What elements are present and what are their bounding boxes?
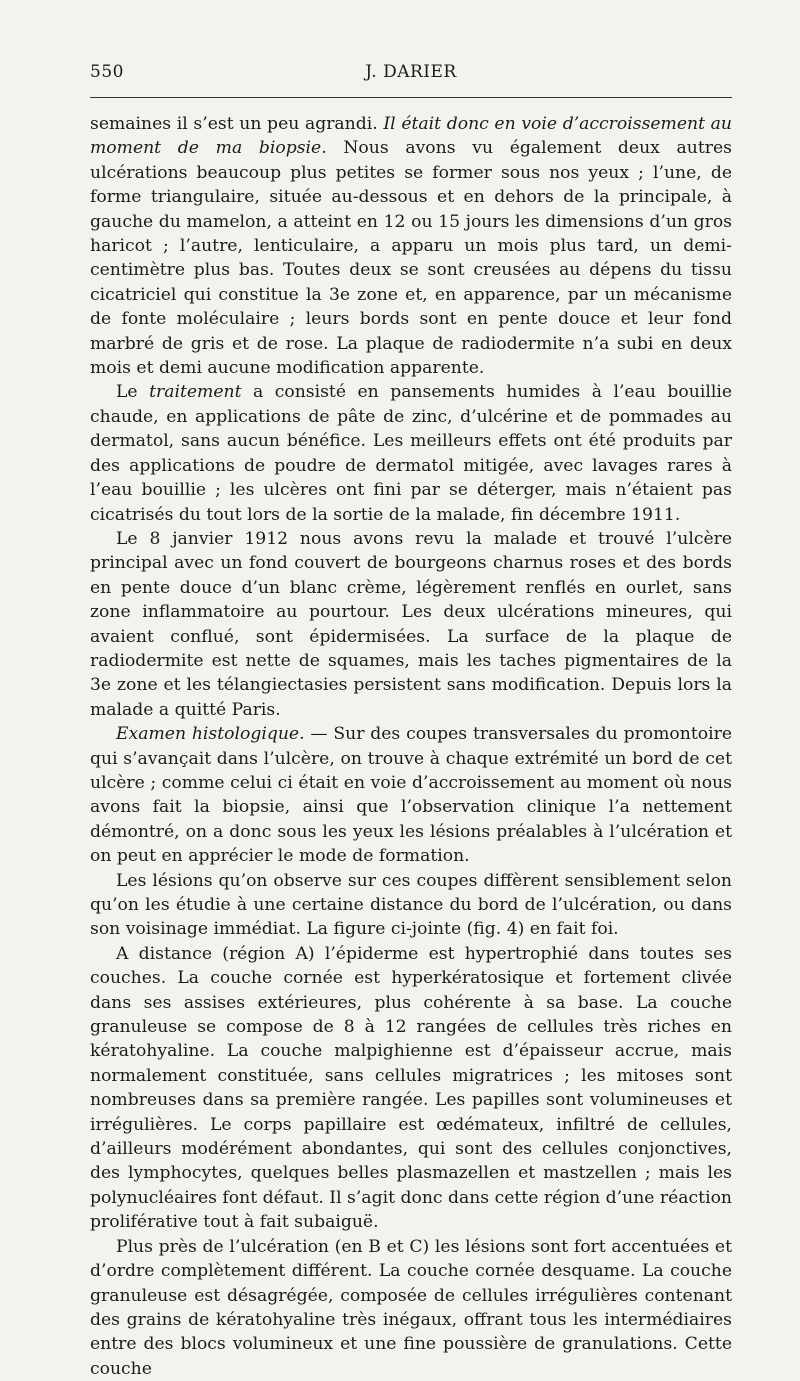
italic-text: traitement — [149, 382, 242, 403]
text-segment: Nous avons vu également deux autres ulcérations beaucoup plus petites se former sous nos yeux ; l’une, de forme triangulaire, située au-dessous et en dehors de la principale, à gauche du mamelon, a atteint en 12 ou 15 jours les dimensions d’un gros haricot ; l’autre, lenticulaire, a apparu un mois plus tard, un demi-centimètre plus bas. Toutes deux se sont creusées au dépens du tissu cicatriciel qui constitue la 3e zone et, en apparence, par un mécanisme de fonte moléculaire ; leurs bords sont en pente douce et leur fond marbré de gris et de rose. La plaque de radiodermite n’a subi en deux mois et demi aucune modification apparente. — [90, 138, 732, 379]
text-segment: Plus près de l’ulcération (en B et C) les lésions sont fort accentuées et d’ordre complètement différent. La couche cornée desquame. La couche granuleuse est désagrégée, composée de cellules irrégulières contenant des grains de kératohyaline très inégaux, offrant tous les intermédiaires entre des blocs volumineux et une fine poussière de granulations. Cette couche — [90, 1236, 732, 1379]
running-head: J. DARIER — [365, 62, 457, 82]
italic-text: Il était donc en voie d’accroissement au moment de ma biopsie. — [90, 114, 732, 159]
paragraph — [90, 722, 732, 868]
text-segment: Le — [116, 382, 150, 403]
paragraph — [90, 869, 732, 942]
text-segment: — Sur des coupes transversales du promontoire qui s’avançait dans l’ulcère, on trouve à chaque extrémité un bord de cet ulcère ; comme celui ci était en voie d’accroissement au moment où nous avons fait la biopsie, ainsi que l’observation clinique l’a nettement démontré, on a donc sous les yeux les lésions préalables à l’ulcération et on peut en apprécier le mode de formation. — [90, 724, 732, 867]
paragraph — [90, 112, 732, 380]
page-number: 550 — [90, 62, 124, 82]
paragraph — [90, 942, 732, 1235]
body-text — [90, 112, 732, 1381]
page-header — [90, 62, 732, 88]
paragraph — [90, 527, 732, 722]
paragraph — [90, 380, 732, 526]
header-rule — [90, 97, 732, 98]
text-segment: Le 8 janvier 1912 nous avons revu la malade et trouvé l’ulcère principal avec un fond couvert de bourgeons charnus roses et des bords en pente douce d’un blanc crème, légèrement renflés en ourlet, sans zone inflammatoire au pourtour. Les deux ulcérations mineures, qui avaient conflué, sont épidermisées. La surface de la plaque de radiodermite est nette de squames, mais les taches pigmentaires de la 3e zone et les télangiectasies persistent sans modification. Depuis lors la malade a quitté Paris. — [90, 528, 732, 720]
text-segment: a consisté en pansements humides à l’eau bouillie chaude, en applications de pâte de zinc, d’ulcérine et de pommades au dermatol, sans aucun bénéfice. Les meilleurs effets ont été produits par des applications de poudre de dermatol mitigée, avec lavages rares à l’eau bouillie ; les ulcères ont fini par se déterger, mais n’étaient pas cicatrisés du tout lors de la sortie de la malade, fin décembre 1911. — [90, 382, 732, 525]
text-segment: A distance (région A) l’épiderme est hypertrophié dans toutes ses couches. La couche cornée est hyperkératosique et fortement clivée dans ses assises extérieures, plus cohérente à sa base. La couche granuleuse se compose de 8 à 12 rangées de cellules très riches en kératohyaline. La couche malpighienne est d’épaisseur accrue, mais normalement constituée, sans cellules migratrices ; les mitoses sont nombreuses dans sa première rangée. Les papilles sont volumineuses et irrégulières. Le corps papillaire est œdémateux, infiltré de cellules, d’ailleurs modérément abondantes, qui sont des cellules conjonctives, des lymphocytes, quelques belles plasmazellen et mastzellen ; mais les polynucléaires font défaut. Il s’agit donc dans cette région d’une réaction proliférative tout à fait subaiguë. — [90, 943, 732, 1233]
text-segment: semaines il s’est un peu agrandi. — [90, 114, 384, 134]
text-segment: Les lésions qu’on observe sur ces coupes diffèrent sensiblement selon qu’on les étudie à une certaine distance du bord de l’ulcération, ou dans son voisinage immédiat. La figure ci-jointe (fig. 4) en fait foi. — [90, 870, 732, 940]
paragraph — [90, 1235, 732, 1381]
italic-text: Examen histologique. — [116, 724, 305, 745]
